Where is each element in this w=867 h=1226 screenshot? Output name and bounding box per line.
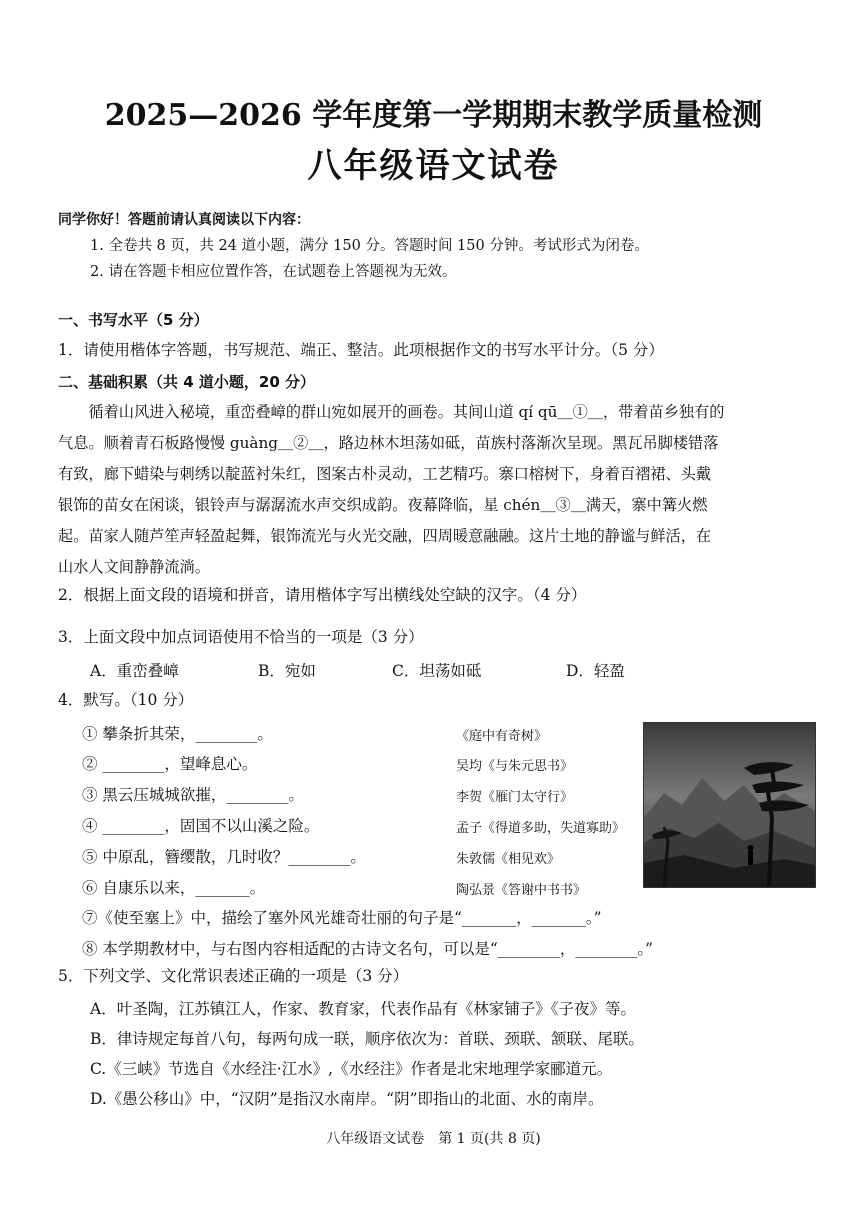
q3-option-a: A．重峦叠嶂: [90, 662, 179, 680]
question-1: 1．请使用楷体字答题，书写规范、端正、整洁。此项根据作文的书写水平计分。（5 分）: [58, 341, 664, 359]
exam-title: 2025—2026 学年度第一学期期末教学质量检测: [104, 98, 763, 133]
recite-source-1: 《庭中有奇树》: [456, 729, 548, 744]
recite-source-6: 陶弘景《答谢中书书》: [456, 883, 587, 898]
question-4: 4．默写。（10 分）: [58, 691, 194, 709]
recite-item-1: ① 攀条折其荣，________。: [82, 725, 273, 743]
landscape-painting-image: [643, 722, 816, 888]
recite-item-2: ② ________，望峰息心。: [82, 755, 258, 773]
question-3: 3．上面文段中加点词语使用不恰当的一项是（3 分）: [58, 628, 424, 646]
passage-line: 循着山风进入秘境，重峦叠嶂的群山宛如展开的画卷。其间山道 qí qū＿①＿，带着苗乡独有的: [88, 403, 725, 421]
recite-source-3: 李贺《雁门太守行》: [456, 790, 574, 805]
passage-line: 起。苗家人随芦笙声轻盈起舞，银饰流光与火光交融，四周暖意融融。这片土地的静谧与鲜活，在: [58, 527, 712, 545]
passage-line: 银饰的苗女在闲谈，银铃声与潺潺流水声交织成韵。夜幕降临，星 chén＿③＿满天，寨中篝火燃: [58, 496, 708, 514]
question-2: 2．根据上面文段的语境和拼音，请用楷体字写出横线处空缺的汉字。（4 分）: [58, 586, 587, 604]
recite-item-6: ⑥ 自康乐以来，_______。: [82, 879, 266, 897]
q3-option-b: B．宛如: [258, 662, 316, 680]
recite-item-5: ⑤ 中原乱，簪缨散，几时收？________。: [82, 848, 366, 866]
q5-option-b: B．律诗规定每首八句，每两句成一联，顺序依次为：首联、颈联、颔联、尾联。: [90, 1030, 644, 1048]
q3-option-c: C．坦荡如砥: [392, 662, 482, 680]
recite-source-4: 孟子《得道多助，失道寡助》: [456, 821, 626, 836]
recite-item-7: ⑦《使至塞上》中，描绘了塞外风光雄奇壮丽的句子是“_______，_______。”: [82, 909, 602, 927]
question-5: 5．下列文学、文化常识表述正确的一项是（3 分）: [58, 967, 409, 985]
page-footer: 八年级语文试卷 第 1 页(共 8 页): [326, 1131, 541, 1147]
recite-source-5: 朱敦儒《相见欢》: [456, 852, 561, 867]
recite-item-8: ⑧ 本学期教材中，与右图内容相适配的古诗文名句，可以是“________，________。”: [82, 940, 654, 958]
recite-item-4: ④ ________，固国不以山溪之险。: [82, 817, 320, 835]
recite-source-2: 吴均《与朱元思书》: [456, 759, 574, 774]
passage-line: 气息。顺着青石板路慢慢 guàng＿②＿，路边林木坦荡如砥，苗族村落渐次呈现。黑瓦吊脚楼错落: [58, 434, 719, 452]
reading-passage: [58, 397, 818, 583]
notice-item-1: 1. 全卷共 8 页，共 24 道小题，满分 150 分。答题时间 150 分钟。考试形式为闭卷。: [90, 238, 649, 254]
passage-line: 山水人文间静静流淌。: [58, 558, 210, 576]
section-2-heading: 二、基础积累（共 4 道小题，20 分）: [58, 373, 315, 391]
notice-heading: 同学你好！答题前请认真阅读以下内容：: [58, 212, 310, 228]
q3-option-d: D．轻盈: [566, 662, 625, 680]
section-1-heading: 一、书写水平（5 分）: [58, 311, 209, 329]
exam-subtitle: 八年级语文试卷: [307, 146, 560, 186]
recite-item-3: ③ 黑云压城城欲摧，________。: [82, 786, 304, 804]
passage-line: 有致，廊下蜡染与刺绣以靛蓝衬朱红，图案古朴灵动，工艺精巧。寨口榕树下，身着百褶裙、头戴: [58, 465, 712, 483]
q5-option-c: C.《三峡》节选自《水经注·江水》,《水经注》作者是北宋地理学家郦道元。: [90, 1060, 613, 1078]
q5-option-a: A．叶圣陶，江苏镇江人，作家、教育家，代表作品有《林家铺子》《子夜》等。: [90, 1000, 636, 1018]
q5-option-d: D.《愚公移山》中，“汉阴”是指汉水南岸。“阴”即指山的北面、水的南岸。: [90, 1090, 604, 1108]
ink-landscape-icon: [644, 723, 815, 887]
notice-item-2: 2. 请在答题卡相应位置作答，在试题卷上答题视为无效。: [90, 264, 457, 280]
